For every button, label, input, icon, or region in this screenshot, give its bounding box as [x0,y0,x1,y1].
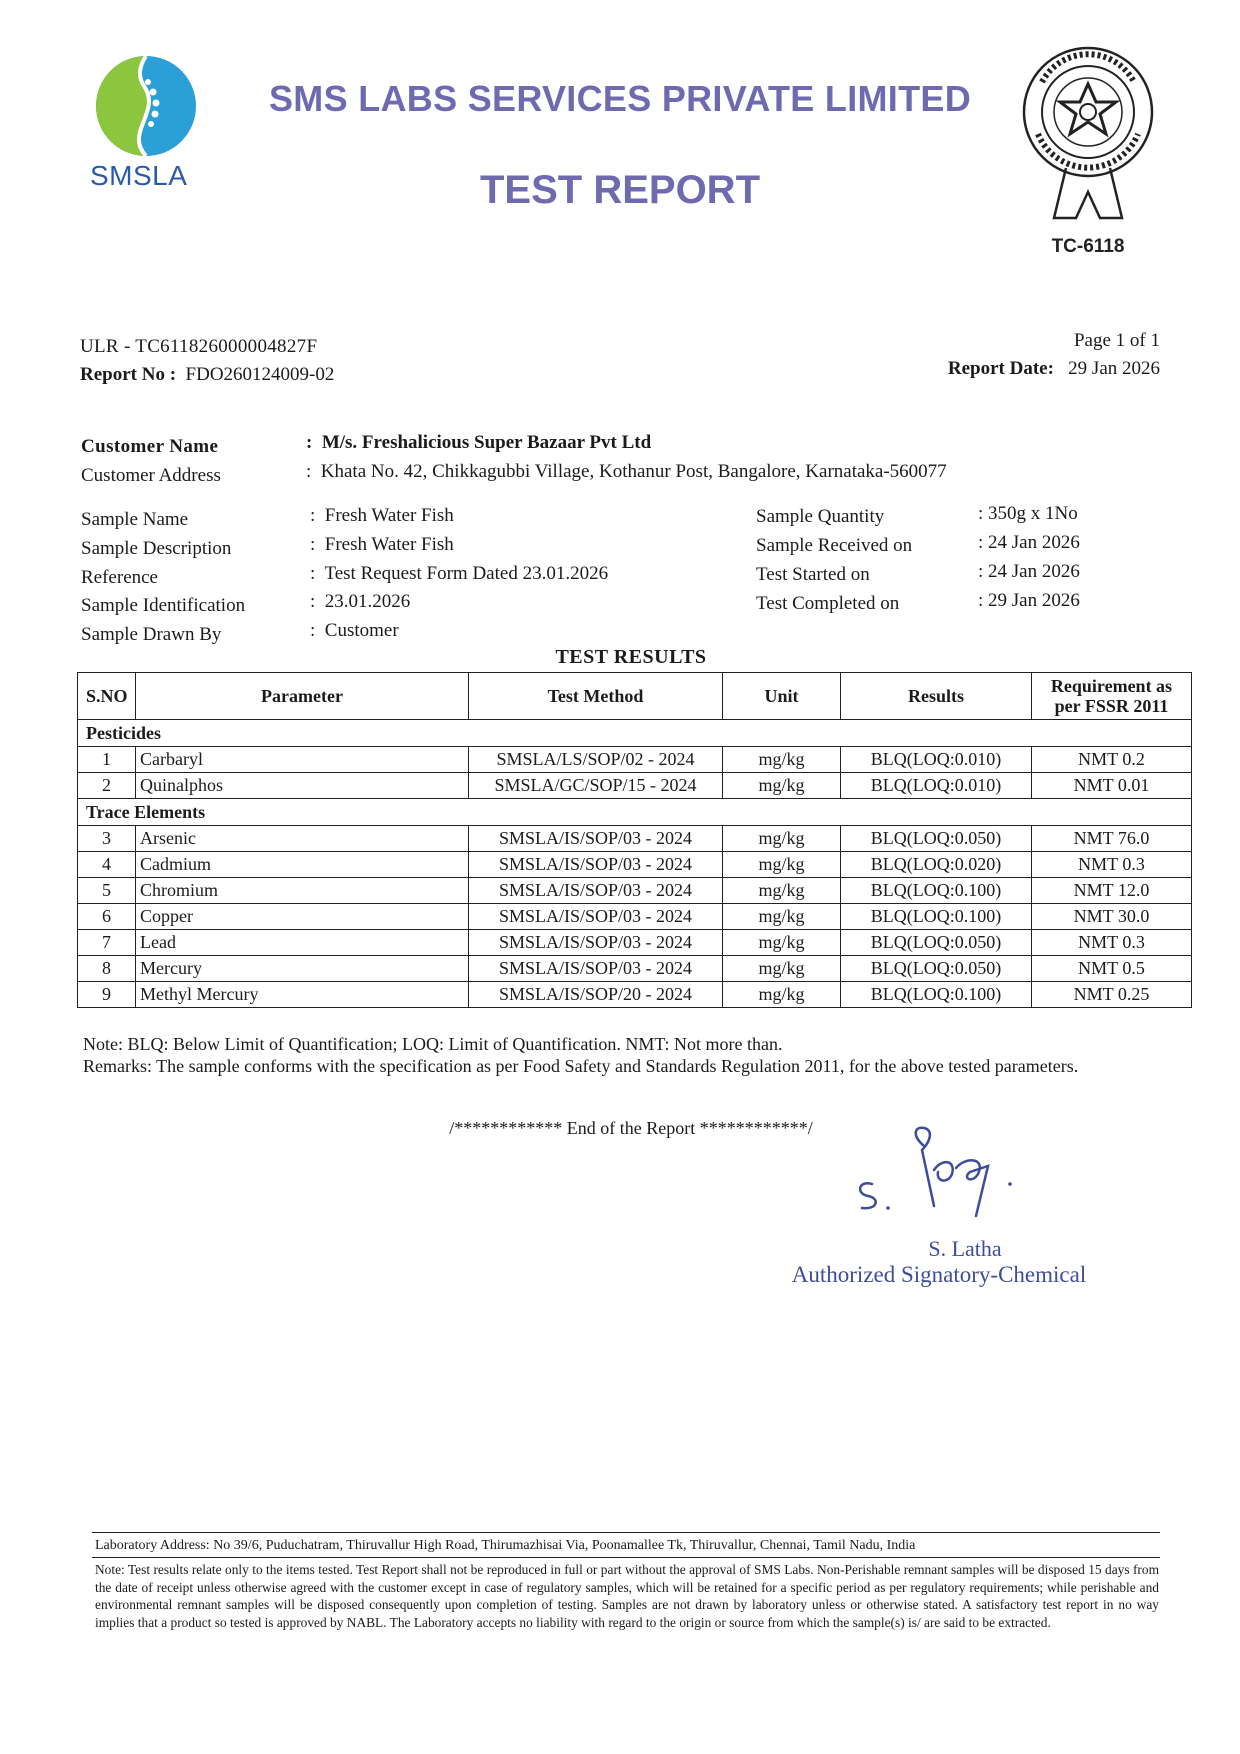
cell-requirement: NMT 0.3 [1032,852,1192,878]
cell-result: BLQ(LOQ:0.100) [841,904,1032,930]
reference-value: : Test Request Form Dated 23.01.2026 [310,563,609,584]
cell-result: BLQ(LOQ:0.050) [841,826,1032,852]
sample-name-label: Sample Name [81,509,189,530]
accreditation-code: TC-6118 [1051,236,1125,257]
end-of-report: /************ End of the Report ************/ [449,1118,813,1138]
customer-name-value: : M/s. Freshalicious Super Bazaar Pvt Ltd [306,432,652,453]
signatory-name: S. Latha [928,1236,1002,1261]
cell-test-method: SMSLA/GC/SOP/15 - 2024 [469,773,723,799]
report-date-value: 29 Jan 2026 [1068,358,1160,379]
footer-rule-middle [92,1557,1160,1558]
cell-unit: mg/kg [723,826,841,852]
report-number-value: FDO260124009-02 [185,364,335,385]
cell-sno: 9 [78,982,136,1008]
cell-unit: mg/kg [723,956,841,982]
customer-address-text: Khata No. 42, Chikkagubbi Village, Kothanur Post, Bangalore, Karnataka-560077 [320,461,947,482]
sample-identification-value: : 23.01.2026 [310,591,411,612]
cell-requirement: NMT 0.2 [1032,747,1192,773]
cell-parameter: Mercury [136,956,469,982]
cell-sno: 7 [78,930,136,956]
report-date-label: Report Date: [947,358,1054,379]
cell-sno: 8 [78,956,136,982]
sample-received-label: Sample Received on [756,535,913,556]
cell-requirement: NMT 0.25 [1032,982,1192,1008]
col-header-results: Results [841,673,1032,720]
cell-requirement: NMT 76.0 [1032,826,1192,852]
sample-description-value: : Fresh Water Fish [310,534,454,555]
customer-address-label: Customer Address [81,465,221,486]
customer-name-label: Customer Name [81,436,219,457]
test-started-text: 24 Jan 2026 [988,561,1080,582]
cell-unit: mg/kg [723,747,841,773]
cell-sno: 2 [78,773,136,799]
cell-sno: 3 [78,826,136,852]
table-row [78,904,1192,930]
table-row [78,826,1192,852]
cell-parameter: Methyl Mercury [136,982,469,1008]
results-group-name: Pesticides [78,720,1192,747]
table-row [78,956,1192,982]
results-group-row [78,799,1192,826]
col-header-unit: Unit [723,673,841,720]
logo-text: SMSLA [90,160,188,191]
report-date [860,358,1160,380]
cell-test-method: SMSLA/IS/SOP/03 - 2024 [469,878,723,904]
customer-name-text: M/s. Freshalicious Super Bazaar Pvt Ltd [321,432,652,453]
ulr-number: ULR - TC611826000004827F [80,336,318,357]
sample-name-value: : Fresh Water Fish [310,505,454,526]
cell-unit: mg/kg [723,773,841,799]
cell-result: BLQ(LOQ:0.100) [841,878,1032,904]
document-title: TEST REPORT [479,168,761,212]
laboratory-address: Laboratory Address: No 39/6, Puduchatram, Thiruvallur High Road, Thirumazhisai Via, Poonamallee Tk, Thiruvallur, Chennai, Tamil Nadu, India [95,1538,916,1553]
cell-result: BLQ(LOQ:0.020) [841,852,1032,878]
table-row [78,773,1192,799]
test-started-value: : 24 Jan 2026 [978,561,1080,582]
cell-parameter: Cadmium [136,852,469,878]
results-title: TEST RESULTS [555,646,707,668]
handwritten-signature [838,1122,1038,1222]
cell-sno: 1 [78,747,136,773]
sample-drawn-by-text: Customer [324,620,399,641]
results-table [77,672,1192,1008]
cell-parameter: Quinalphos [136,773,469,799]
cell-unit: mg/kg [723,982,841,1008]
cell-parameter: Copper [136,904,469,930]
cell-sno: 6 [78,904,136,930]
sample-quantity-label: Sample Quantity [756,506,885,527]
cell-parameter: Carbaryl [136,747,469,773]
reference-label: Reference [81,567,158,588]
table-row [78,878,1192,904]
results-group-row [78,720,1192,747]
col-header-requirement-line2: per FSSR 2011 [1054,696,1169,716]
cell-test-method: SMSLA/IS/SOP/03 - 2024 [469,904,723,930]
col-header-parameter: Parameter [136,673,469,720]
col-header-method: Test Method [469,673,723,720]
sample-received-text: 24 Jan 2026 [988,532,1080,553]
cell-result: BLQ(LOQ:0.100) [841,982,1032,1008]
sample-description-text: Fresh Water Fish [324,534,454,555]
remarks: Remarks: The sample conforms with the specification as per Food Safety and Standards Regulation 2011, for the above tested parameters. [83,1056,1079,1076]
cell-requirement: NMT 0.3 [1032,930,1192,956]
table-row [78,930,1192,956]
cell-result: BLQ(LOQ:0.010) [841,773,1032,799]
cell-test-method: SMSLA/IS/SOP/03 - 2024 [469,852,723,878]
customer-address-value: : Khata No. 42, Chikkagubbi Village, Kothanur Post, Bangalore, Karnataka-560077 [306,461,947,482]
cell-test-method: SMSLA/LS/SOP/02 - 2024 [469,747,723,773]
cell-test-method: SMSLA/IS/SOP/03 - 2024 [469,930,723,956]
sample-name-text: Fresh Water Fish [324,505,454,526]
cell-test-method: SMSLA/IS/SOP/03 - 2024 [469,826,723,852]
report-number-label: Report No : [80,364,177,385]
test-completed-value: : 29 Jan 2026 [978,590,1080,611]
sample-drawn-by-label: Sample Drawn By [81,624,222,645]
company-name: SMS LABS SERVICES PRIVATE LIMITED [269,78,971,119]
sample-identification-text: 23.01.2026 [324,591,411,612]
cell-parameter: Chromium [136,878,469,904]
table-row [78,982,1192,1008]
cell-unit: mg/kg [723,904,841,930]
cell-result: BLQ(LOQ:0.010) [841,747,1032,773]
sample-drawn-by-value: : Customer [310,620,399,641]
sample-quantity-text: 350g x 1No [988,503,1078,524]
cell-requirement: NMT 30.0 [1032,904,1192,930]
abbreviation-note: Note: BLQ: Below Limit of Quantification; LOQ: Limit of Quantification. NMT: Not more than. [83,1034,783,1054]
results-header-row [78,673,1192,720]
table-row [78,747,1192,773]
page-info: Page 1 of 1 [1073,330,1160,351]
cell-requirement: NMT 0.5 [1032,956,1192,982]
cell-unit: mg/kg [723,930,841,956]
sample-quantity-value: : 350g x 1No [978,503,1078,524]
test-started-label: Test Started on [756,564,870,585]
cell-requirement: NMT 0.01 [1032,773,1192,799]
cell-sno: 4 [78,852,136,878]
results-group-name: Trace Elements [78,799,1192,826]
cell-test-method: SMSLA/IS/SOP/03 - 2024 [469,956,723,982]
footer-disclaimer: Note: Test results relate only to the items tested. Test Report shall not be reproduced in full or part without the approval of SMS Labs. Non-Perishable remnant samples will be disposed 15 days from the date of receipt unless otherwise agreed with the customer except in case of regulatory samples, which will be retained for a specific period as per regulatory requirements; while perishable and environmental remnant samples will be disposed consequently upon completion of testing. Samples are not drawn by laboratory unless or otherwise stated. A satisfactory test report in no way implies that a product so tested is approved by NABL. The Laboratory accepts no liability with regard to the origin or source from which the sample(s) is/ are said to be extracted. [95,1562,1159,1630]
cell-requirement: NMT 12.0 [1032,878,1192,904]
cell-sno: 5 [78,878,136,904]
report-number [80,364,334,386]
col-header-sno: S.NO [78,673,136,720]
test-completed-label: Test Completed on [756,593,900,614]
nabl-seal-icon [1018,42,1158,226]
sample-description-label: Sample Description [81,538,232,559]
cell-test-method: SMSLA/IS/SOP/20 - 2024 [469,982,723,1008]
reference-text: Test Request Form Dated 23.01.2026 [324,563,609,584]
cell-result: BLQ(LOQ:0.050) [841,930,1032,956]
cell-parameter: Arsenic [136,826,469,852]
sample-identification-label: Sample Identification [81,595,246,616]
results-body [78,720,1192,1008]
cell-result: BLQ(LOQ:0.050) [841,956,1032,982]
col-header-requirement [1032,673,1192,720]
cell-unit: mg/kg [723,878,841,904]
test-completed-text: 29 Jan 2026 [988,590,1080,611]
table-row [78,852,1192,878]
col-header-requirement-line1: Requirement as [1050,676,1173,696]
footer-rule-top [92,1532,1160,1533]
signatory-role: Authorized Signatory-Chemical [791,1262,1087,1287]
cell-unit: mg/kg [723,852,841,878]
sample-received-value: : 24 Jan 2026 [978,532,1080,553]
cell-parameter: Lead [136,930,469,956]
